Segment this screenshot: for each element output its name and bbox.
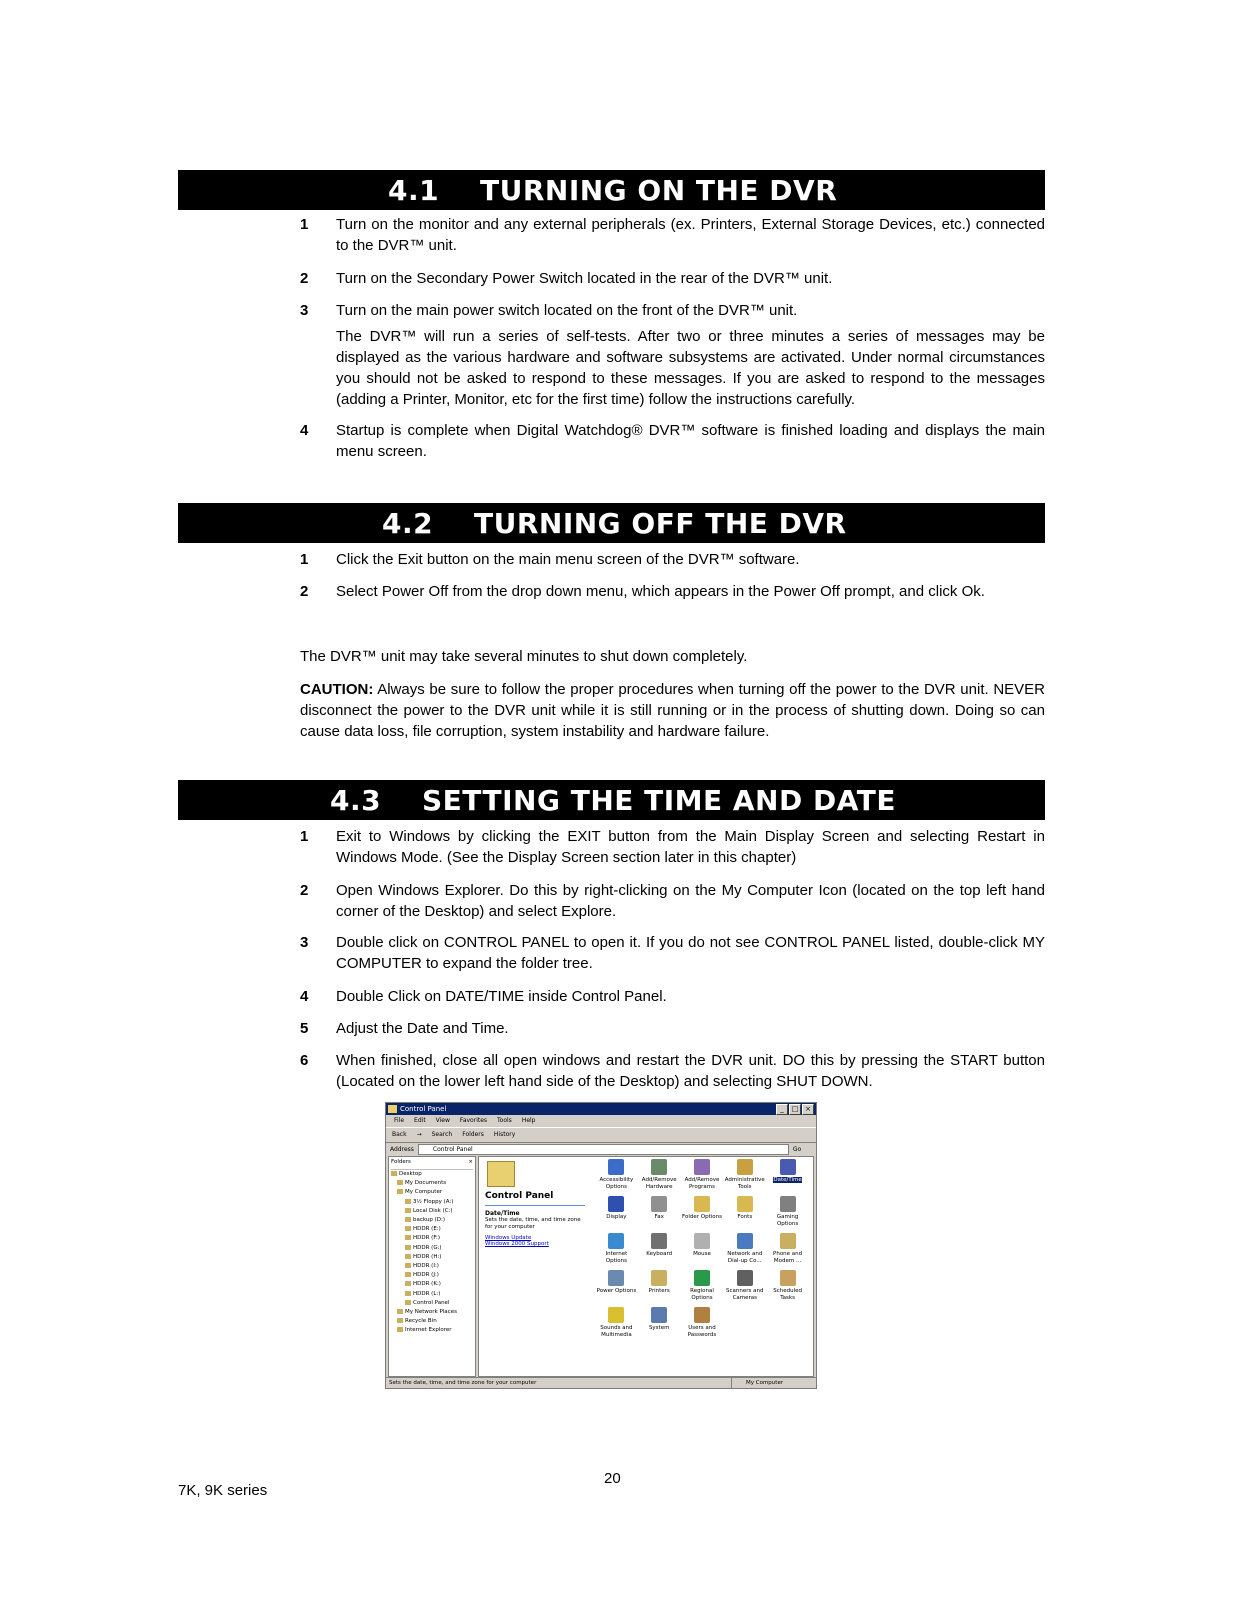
step-number: 1 (300, 828, 309, 845)
toolbar (386, 1127, 816, 1143)
applet-icon (608, 1270, 624, 1286)
applet-icon (780, 1233, 796, 1249)
minimize-icon[interactable]: _ (776, 1104, 788, 1115)
maximize-icon[interactable]: □ (789, 1104, 801, 1115)
step-number: 5 (300, 1020, 309, 1037)
menu-bar (386, 1115, 816, 1127)
tree-item[interactable]: Recycle Bin (391, 1317, 473, 1326)
control-panel-item[interactable] (595, 1196, 638, 1227)
tree-item[interactable]: HDDR (F:) (391, 1234, 473, 1243)
applet-icon (608, 1307, 624, 1323)
applet-label: Fonts (737, 1214, 753, 1220)
address-input[interactable]: Control Panel (418, 1144, 789, 1155)
window-title: Control Panel (400, 1105, 447, 1113)
step-number: 2 (300, 882, 309, 899)
step-text: Click the Exit button on the main menu screen of the DVR™ software. (336, 551, 800, 568)
tree-item[interactable]: Local Disk (C:) (391, 1207, 473, 1216)
caution-text: Always be sure to follow the proper procedures when turning off the power to the DVR unit. NEVER disconnect the power to the DVR unit while it is still running or in the process of shutting down. Doing so can cause data loss, file corruption, system instability and hardware failure. (300, 681, 1045, 740)
applet-label: Network and Dial-up Co... (727, 1251, 763, 1264)
control-panel-item[interactable] (595, 1159, 638, 1190)
control-panel-icons (595, 1159, 809, 1338)
search-button[interactable]: Search (431, 1131, 453, 1138)
section-title: TURNING OFF THE DVR (474, 507, 847, 540)
step-number: 1 (300, 551, 309, 568)
applet-label: Add/Remove Hardware (641, 1177, 677, 1190)
tree-item[interactable]: HDDR (K:) (391, 1280, 473, 1289)
step-text: When finished, close all open windows and restart the DVR unit. DO this by pressing the START button (Located on the lower left hand side of the Desktop) and selecting SHUT DOWN. (336, 1052, 1045, 1090)
step-text: Double click on CONTROL PANEL to open it. If you do not see CONTROL PANEL listed, double-click MY COMPUTER to expand the folder tree. (336, 934, 1045, 972)
applet-icon (608, 1159, 624, 1175)
applet-label: Mouse (693, 1251, 711, 1257)
applet-icon (651, 1233, 667, 1249)
step-number: 2 (300, 270, 309, 287)
control-panel-item[interactable] (723, 1233, 766, 1264)
step-text: Turn on the Secondary Power Switch located in the rear of the DVR™ unit. (336, 270, 833, 287)
info-description: Sets the date, time, and time zone for your computer (485, 1217, 581, 1230)
applet-label: System (648, 1325, 670, 1331)
tree-item[interactable]: HDDR (L:) (391, 1290, 473, 1299)
applet-label: Date/Time (773, 1177, 802, 1183)
control-panel-item[interactable] (723, 1196, 766, 1227)
tree-item[interactable]: HDDR (G:) (391, 1244, 473, 1253)
applet-icon (651, 1307, 667, 1323)
go-button[interactable]: Go (792, 1146, 802, 1153)
folders-header: Folders (391, 1159, 411, 1165)
applet-icon (737, 1233, 753, 1249)
control-panel-item[interactable] (638, 1196, 681, 1227)
control-panel-item[interactable] (638, 1307, 681, 1338)
section-title: SETTING THE TIME AND DATE (422, 784, 896, 817)
tree-item[interactable]: HDDR (H:) (391, 1253, 473, 1262)
applet-label: Administrative Tools (724, 1177, 765, 1190)
applet-label: Accessibility Options (599, 1177, 634, 1190)
series-label: 7K, 9K series (178, 1482, 268, 1499)
step-number: 4 (300, 422, 309, 439)
step-number: 6 (300, 1052, 309, 1069)
step-text: Turn on the main power switch located on the front of the DVR™ unit. (336, 302, 798, 319)
applet-label: Scanners and Cameras (726, 1288, 764, 1301)
applet-icon (608, 1196, 624, 1212)
folder-tree (388, 1156, 476, 1377)
close-icon[interactable]: × (802, 1104, 814, 1115)
applet-icon (608, 1233, 624, 1249)
applet-label: Display (606, 1214, 627, 1220)
menu-file[interactable]: File (394, 1117, 405, 1124)
applet-icon (651, 1196, 667, 1212)
applet-icon (737, 1196, 753, 1212)
step-text: Open Windows Explorer. Do this by right-clicking on the My Computer Icon (located on the top left hand corner of the Desktop) and select Explore. (336, 882, 1045, 920)
control-panel-item[interactable] (723, 1270, 766, 1301)
section-number: 4.3 (330, 784, 382, 817)
control-panel-item[interactable] (723, 1159, 766, 1190)
control-panel-item[interactable] (681, 1270, 724, 1301)
tree-item[interactable]: backup (D:) (391, 1216, 473, 1225)
tree-item[interactable]: My Network Places (391, 1308, 473, 1317)
menu-view[interactable]: View (435, 1117, 450, 1124)
address-label: Address (390, 1146, 414, 1153)
back-button[interactable]: Back (392, 1131, 407, 1138)
control-panel-large-icon (487, 1161, 515, 1187)
applet-icon (694, 1159, 710, 1175)
info-heading: Date/Time (485, 1210, 520, 1217)
step-number: 3 (300, 302, 309, 319)
applet-icon (780, 1270, 796, 1286)
tree-item[interactable]: Internet Explorer (391, 1326, 473, 1335)
control-panel-item[interactable] (766, 1270, 809, 1301)
windows-support-link[interactable]: Windows 2000 Support (485, 1241, 549, 1247)
section-number: 4.1 (388, 174, 440, 207)
control-panel-item[interactable] (638, 1159, 681, 1190)
applet-label: Scheduled Tasks (773, 1288, 802, 1301)
control-panel-screenshot (385, 1102, 817, 1389)
applet-label: Add/Remove Programs (684, 1177, 720, 1190)
caution-label: CAUTION: (300, 681, 374, 698)
applet-icon (651, 1270, 667, 1286)
applet-icon (737, 1270, 753, 1286)
windows-update-link[interactable]: Windows Update (485, 1235, 532, 1241)
window-titlebar (386, 1103, 816, 1115)
applet-label: Users and Passwords (687, 1325, 717, 1338)
menu-help[interactable]: Help (521, 1117, 536, 1124)
caution-paragraph (300, 679, 1045, 742)
step-number: 2 (300, 583, 309, 600)
control-panel-content (478, 1156, 814, 1377)
menu-edit[interactable]: Edit (414, 1117, 426, 1124)
history-button[interactable]: History (493, 1131, 516, 1138)
tree-item[interactable]: 3½ Floppy (A:) (391, 1198, 473, 1207)
applet-icon (737, 1159, 753, 1175)
applet-icon (694, 1270, 710, 1286)
menu-tools[interactable]: Tools (497, 1117, 512, 1124)
control-panel-item[interactable] (595, 1270, 638, 1301)
applet-icon (694, 1307, 710, 1323)
applet-icon (694, 1233, 710, 1249)
tree-item[interactable]: Control Panel (391, 1299, 473, 1308)
control-panel-item[interactable] (766, 1196, 809, 1227)
step-text: Double Click on DATE/TIME inside Control Panel. (336, 988, 667, 1005)
folders-button[interactable]: Folders (462, 1131, 484, 1138)
applet-label: Folder Options (682, 1214, 722, 1220)
control-panel-item[interactable] (638, 1270, 681, 1301)
applet-label: Regional Options (690, 1288, 714, 1301)
step-note: The DVR™ will run a series of self-tests. After two or three minutes a series of messages may be displayed as the various hardware and software subsystems are activated. Under normal circumstances you should not be asked to respond to these messages. If you are asked to respond to the messages (adding a Printer, Monitor, etc for the first time) follow the instructions carefully. (336, 328, 1045, 408)
section-heading-4-3 (178, 780, 1045, 820)
panel-title: Control Panel (485, 1191, 554, 1201)
status-text: Sets the date, time, and time zone for your computer (389, 1380, 537, 1386)
applet-icon (780, 1196, 796, 1212)
control-panel-item[interactable] (766, 1159, 809, 1190)
control-panel-item[interactable] (595, 1307, 638, 1338)
applet-label: Gaming Options (776, 1214, 799, 1227)
control-panel-item[interactable] (766, 1233, 809, 1264)
applet-icon (651, 1159, 667, 1175)
control-panel-item[interactable] (681, 1307, 724, 1338)
tree-item[interactable]: HDDR (E:) (391, 1225, 473, 1234)
tree-item[interactable]: My Computer (391, 1188, 473, 1197)
control-panel-icon (388, 1105, 397, 1113)
applet-label: Power Options (596, 1288, 637, 1294)
control-panel-item[interactable] (595, 1233, 638, 1264)
step-text: Startup is complete when Digital Watchdog® DVR™ software is finished loading and displays the main menu screen. (336, 422, 1045, 460)
applet-label: Sounds and Multimedia (600, 1325, 633, 1338)
applet-label: Internet Options (605, 1251, 628, 1264)
applet-icon (780, 1159, 796, 1175)
step-text: Adjust the Date and Time. (336, 1020, 509, 1037)
section-heading-4-2 (178, 503, 1045, 543)
menu-favorites[interactable]: Favorites (459, 1117, 488, 1124)
close-icon[interactable]: × (468, 1159, 473, 1165)
status-zone: My Computer (731, 1378, 783, 1388)
section-title: TURNING ON THE DVR (480, 174, 838, 207)
page-number: 20 (604, 1470, 621, 1487)
section-heading-4-1 (178, 170, 1045, 210)
control-panel-item[interactable] (681, 1196, 724, 1227)
applet-label: Keyboard (646, 1251, 673, 1257)
applet-label: Fax (654, 1214, 664, 1220)
step-text: Turn on the monitor and any external peripherals (ex. Printers, External Storage Devices, etc.) connected to the DVR™ unit. (336, 216, 1045, 254)
address-bar (386, 1143, 816, 1156)
control-panel-item[interactable] (638, 1233, 681, 1264)
tree-item[interactable]: HDDR (J:) (391, 1271, 473, 1280)
control-panel-item[interactable] (681, 1159, 724, 1190)
step-text: Exit to Windows by clicking the EXIT button from the Main Display Screen and selecting Restart in Windows Mode. (See the Display Screen section later in this chapter) (336, 828, 1045, 866)
forward-button[interactable]: → (416, 1131, 422, 1138)
tree-item[interactable]: My Documents (391, 1179, 473, 1188)
tree-item[interactable]: Desktop (391, 1170, 473, 1179)
step-number: 1 (300, 216, 309, 233)
step-number: 4 (300, 988, 309, 1005)
applet-label: Phone and Modem ... (773, 1251, 803, 1264)
step-number: 3 (300, 934, 309, 951)
info-pane (485, 1161, 585, 1247)
tree-item[interactable]: HDDR (I:) (391, 1262, 473, 1271)
applet-label: Printers (648, 1288, 670, 1294)
shutdown-note: The DVR™ unit may take several minutes to shut down completely. (300, 648, 748, 665)
control-panel-item[interactable] (681, 1233, 724, 1264)
applet-icon (694, 1196, 710, 1212)
section-number: 4.2 (382, 507, 434, 540)
status-bar (386, 1377, 816, 1388)
step-text: Select Power Off from the drop down menu, which appears in the Power Off prompt, and click Ok. (336, 583, 985, 600)
